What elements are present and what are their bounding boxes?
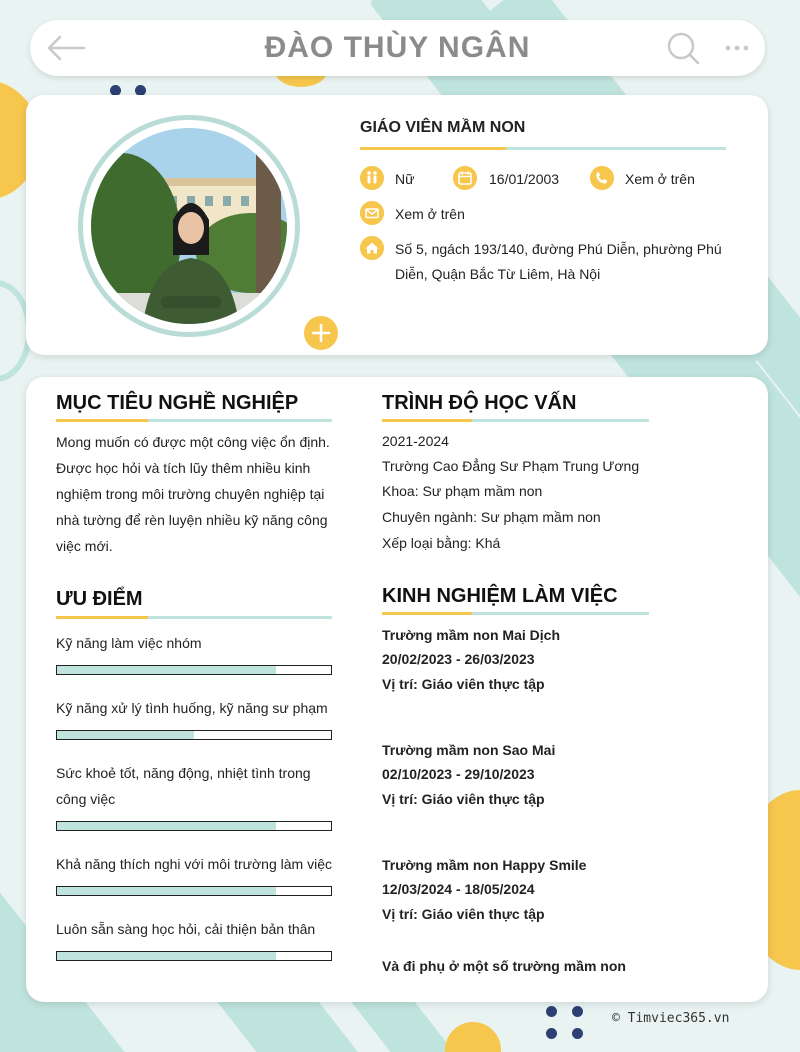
job-role: Vị trí: Giáo viên thực tập [382,906,545,922]
strength-bar-fill [57,887,276,895]
strength-bar [56,821,332,831]
phone-value: Xem ở trên [625,171,695,187]
education-heading: TRÌNH ĐỘ HỌC VẤN [382,392,577,414]
strengths-underline [56,616,148,619]
objective-underline [56,419,148,422]
job-period: 20/02/2023 - 26/03/2023 [382,651,535,667]
address-line-1: Số 5, ngách 193/140, đường Phú Diễn, phường Phú [395,241,722,257]
objective-heading: MỤC TIÊU NGHỀ NGHIỆP [56,392,299,414]
birthday-value: 16/01/2003 [489,171,560,187]
search-icon[interactable] [666,31,700,65]
avatar[interactable] [91,128,287,324]
gender-icon [360,166,384,190]
avatar-frame [78,115,300,337]
page-title: ĐÀO THÙY NGÂN [264,31,531,64]
profile-card [26,95,768,355]
job-place: Trường mầm non Mai Dịch [382,627,560,643]
education-major: Chuyên ngành: Sư phạm mầm non [382,509,601,525]
experience-heading: KINH NGHIỆM LÀM VIỆC [382,585,618,607]
strength-bar [56,730,332,740]
strength-label: Khả năng thích nghi với môi trường làm việc [56,856,332,872]
phone-icon [590,166,614,190]
experience-note: Và đi phụ ở một số trường mầm non [382,958,626,974]
address-line-2: Diễn, Quận Bắc Từ Liêm, Hà Nội [395,266,601,282]
job-role: Vị trí: Giáo viên thực tập [382,676,545,692]
objective-text [56,429,332,559]
email-icon [360,201,384,225]
objective-underline-rest [148,419,332,422]
strength-label: Luôn sẵn sàng học hỏi, cải thiện bản thân [56,921,316,937]
job-role: Vị trí: Giáo viên thực tập [382,791,545,807]
education-school: Trường Cao Đẳng Sư Phạm Trung Ương [382,458,640,474]
avatar-photo [91,128,287,324]
job-place: Trường mầm non Happy Smile [382,857,587,873]
calendar-icon [453,166,477,190]
experience-underline [382,612,472,615]
experience-underline-rest [472,612,649,615]
strength-bar-fill [57,731,194,739]
strength-bar-fill [57,666,276,674]
footer-copyright: © Timviec365.vn [612,1011,730,1026]
top-bar [30,20,765,76]
add-photo-icon[interactable] [301,313,341,353]
home-icon [360,236,384,260]
education-period: 2021-2024 [382,433,449,449]
strength-bar-fill [57,822,276,830]
strength-bar [56,886,332,896]
education-underline-rest [472,419,649,422]
education-faculty: Khoa: Sư phạm mầm non [382,483,543,499]
strength-label: Kỹ năng làm việc nhóm [56,635,202,651]
education-underline [382,419,472,422]
content-card [26,377,768,1002]
objective-line: nghiệm trong môi trường chuyên nghiệp tại [56,486,325,502]
strength-bar [56,665,332,675]
email-value: Xem ở trên [395,206,465,222]
strength-bar-fill [57,952,276,960]
strength-label-cont: công việc [56,791,116,807]
objective-line: việc mới. [56,538,113,554]
strength-bar [56,951,332,961]
education-grade: Xếp loại bằng: Khá [382,535,501,551]
job-period: 02/10/2023 - 29/10/2023 [382,766,535,782]
strength-label: Sức khoẻ tốt, năng động, nhiệt tình trong [56,765,311,781]
job-title-underline [360,147,506,150]
objective-line: nhà tường để rèn luyện nhiều kỹ năng công [56,512,328,528]
strength-label: Kỹ năng xử lý tình huống, kỹ năng sư phạm [56,700,328,716]
job-title-underline-rest [506,147,726,150]
strengths-heading: ƯU ĐIỂM [56,588,143,610]
job-period: 12/03/2024 - 18/05/2024 [382,881,535,897]
objective-line: Được học hỏi và tích lũy thêm nhiều kinh [56,460,311,476]
more-options-icon[interactable] [722,38,752,58]
job-title: GIÁO VIÊN MẦM NON [360,119,526,136]
gender-value: Nữ [395,171,415,187]
job-place: Trường mầm non Sao Mai [382,742,556,758]
objective-line: Mong muốn có được một công việc ổn định. [56,434,330,450]
strengths-underline-rest [148,616,332,619]
